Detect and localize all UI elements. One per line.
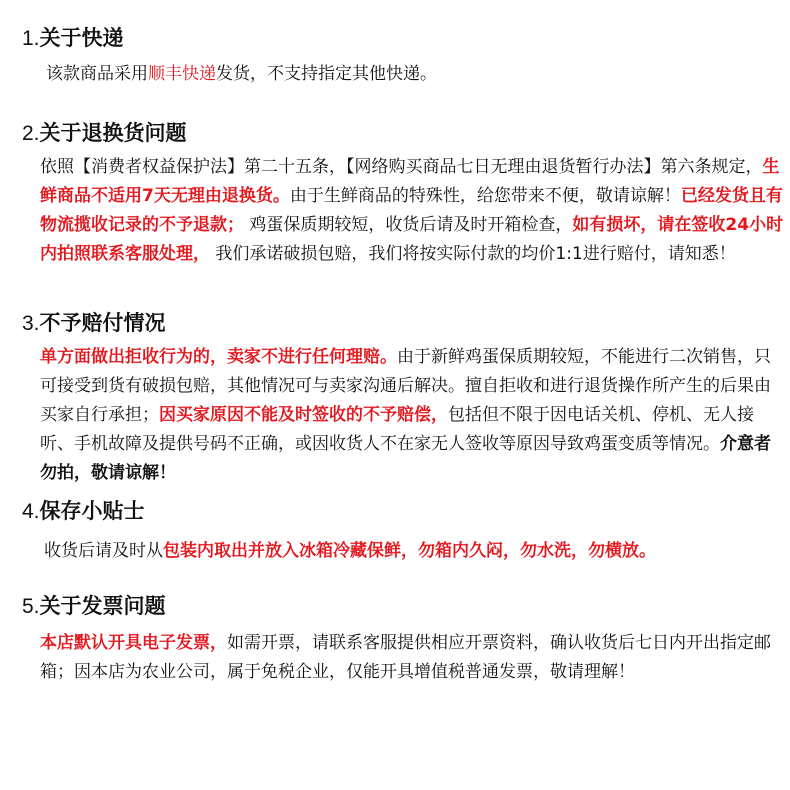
text-run-highlight: 本店默认开具电子发票， (40, 633, 227, 653)
text-run: 由于生鲜商品的特殊性，给您带来不便，敬请谅解！ (289, 186, 681, 206)
text-run-highlight: 顺丰快递 (148, 64, 216, 84)
section-number: 3. (22, 312, 40, 335)
text-run-bold: 介意者勿拍，敬请谅解！ (40, 434, 771, 483)
text-run: 鸡蛋保质期较短，收货后请及时开箱检查， (244, 215, 573, 235)
text-run: 包括但不限于因电话关机、停机、无人接听、手机故障及提供号码不正确，或因收货人不在家无人签收等原因导致鸡蛋变质等情况。 (40, 405, 754, 454)
text-run: 依照【消费者权益保护法】第二十五条，【网络购买商品七日无理由退货暂行办法】第六条规定， (40, 157, 763, 177)
text-run: 我们承诺破损包赔，我们将按实际付款的均价1:1进行赔付，请知悉！ (210, 244, 736, 264)
section-heading (22, 25, 124, 52)
section-number: 1. (22, 27, 40, 50)
text-run: 该款商品采用 (46, 64, 148, 84)
section-body (40, 629, 785, 687)
section-number: 5. (22, 595, 40, 618)
section-heading (22, 310, 166, 337)
section-heading (22, 593, 166, 620)
text-run-highlight: 单方面做出拒收行为的，卖家不进行任何理赔。 (40, 347, 397, 367)
section-heading (22, 498, 145, 525)
section-heading (22, 120, 187, 147)
text-run: 如需开票，请联系客服提供相应开票资料，确认收货后七日内开出指定邮箱；因本店为农业公司，属于免税企业，仅能开具增值税普通发票，敬请理解！ (40, 633, 771, 682)
section-number: 2. (22, 122, 40, 145)
text-run: 发货，不支持指定其他快递。 (216, 64, 437, 84)
section-title: 关于发票问题 (39, 594, 166, 618)
section-body (40, 343, 785, 488)
text-run-highlight: 因买家原因不能及时签收的不予赔偿， (159, 405, 448, 425)
section-body (40, 153, 785, 269)
section-title: 关于快递 (39, 26, 124, 50)
section-number: 4. (22, 500, 40, 523)
section-title: 不予赔付情况 (39, 311, 166, 335)
text-run-highlight: 已经发货且有物流揽收记录的不予退款； (40, 186, 783, 235)
section-body (44, 537, 789, 566)
section-title: 关于退换货问题 (39, 121, 187, 145)
text-run: 由于新鲜鸡蛋保质期较短，不能进行二次销售，只可接受到货有破损包赔，其他情况可与卖家沟通后解决。擅自拒收和进行退货操作所产生的后果由买家自行承担； (40, 347, 771, 425)
text-run-highlight: 如有损坏，请在签收24小时内拍照联系客服处理， (40, 215, 784, 264)
section-body (46, 60, 790, 89)
text-run: 收货后请及时从 (44, 541, 163, 561)
text-run-highlight: 生鲜商品不适用7天无理由退换货。 (40, 157, 780, 206)
section-title: 保存小贴士 (39, 499, 145, 523)
text-run-highlight: 包装内取出并放入冰箱冷藏保鲜，勿箱内久闷，勿水洗，勿横放。 (163, 541, 656, 561)
